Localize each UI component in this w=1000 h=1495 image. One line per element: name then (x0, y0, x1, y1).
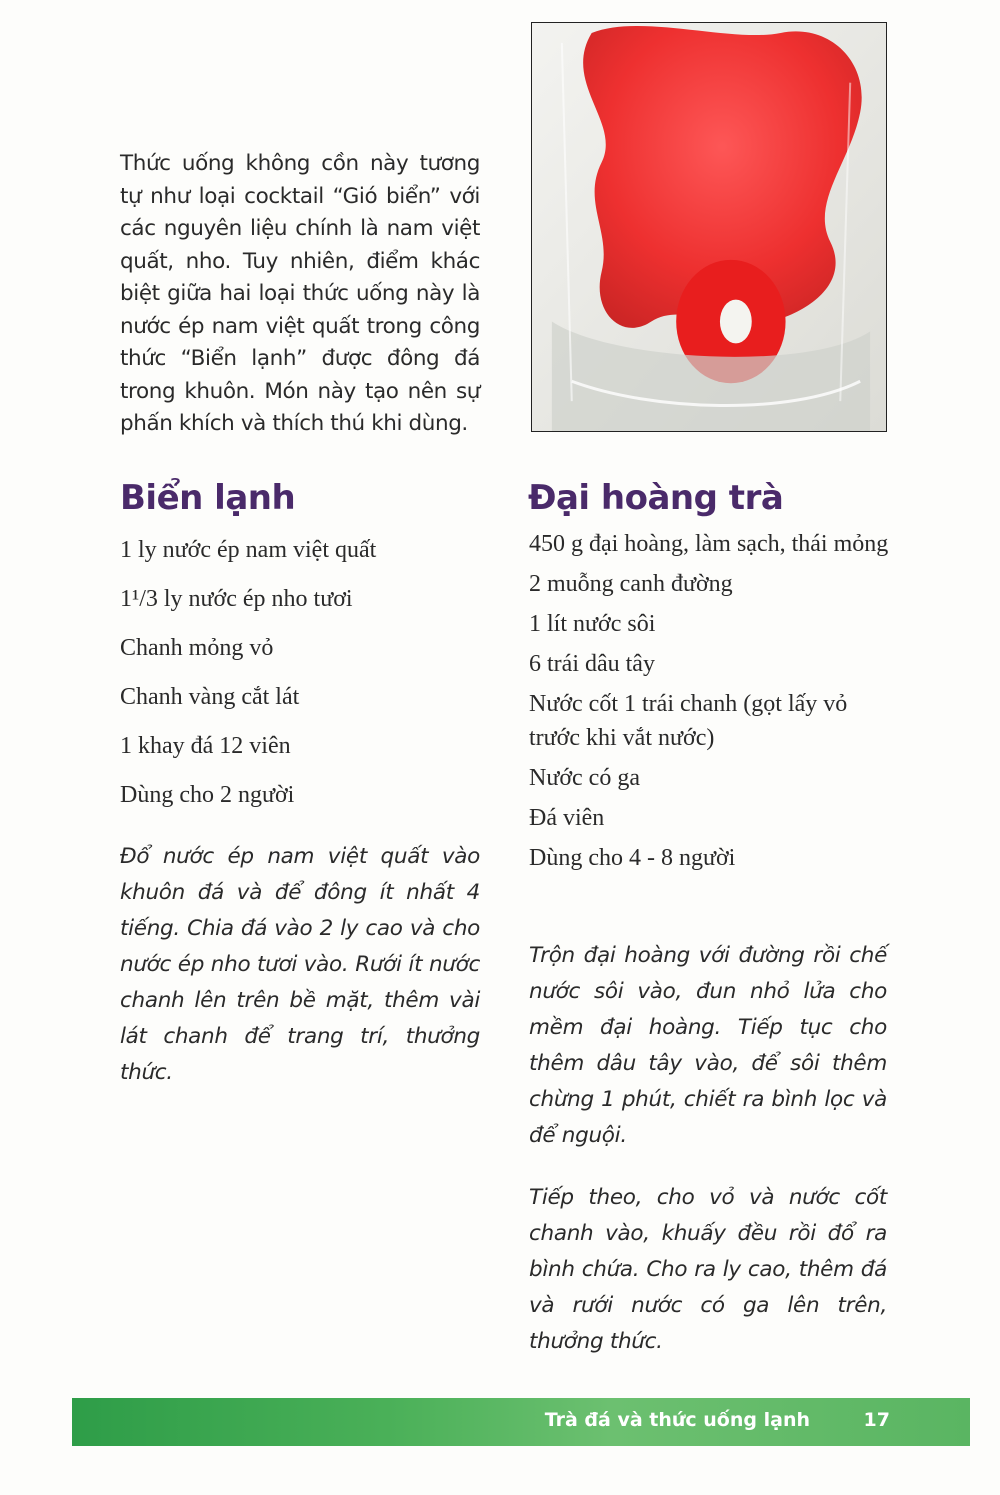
footer-bar (72, 1398, 970, 1446)
ingredient-item: 1¹/3 ly nước ép nho tươi (120, 586, 353, 612)
ingredient-item: Đá viên (529, 805, 605, 831)
ingredient-item: Chanh mỏng vỏ (120, 635, 274, 661)
ingredient-item: Dùng cho 4 - 8 người (529, 845, 736, 871)
recipe2-method-1: Trộn đại hoàng với đường rồi chế nước sôi vào, đun nhỏ lửa cho mềm đại hoàng. Tiếp tục cho thêm dâu tây vào, để sôi thêm chừng 1 phút, chiết ra bình lọc và để nguội. (529, 943, 887, 1148)
footer-section-title: Trà đá và thức uống lạnh (544, 1409, 810, 1431)
ingredient-item: 6 trái dâu tây (529, 651, 655, 677)
recipe1-title: Biển lạnh (120, 478, 296, 518)
red-ice-glass-image (532, 23, 886, 431)
recipe2-title: Đại hoàng trà (528, 478, 784, 518)
ingredient-item: 1 lít nước sôi (529, 611, 656, 637)
ingredient-item: 2 muỗng canh đường (529, 571, 733, 597)
recipe2-ingredients (529, 527, 889, 875)
recipe2-method-2: Tiếp theo, cho vỏ và nước cốt chanh vào, khuấy đều rồi đổ ra bình chứa. Cho ra ly cao, thêm đá và rưới nước có ga lên trên, thưởng thức. (529, 1185, 887, 1354)
ingredient-item: 1 ly nước ép nam việt quất (120, 537, 377, 563)
recipe1-method: Đổ nước ép nam việt quất vào khuôn đá và để đông ít nhất 4 tiếng. Chia đá vào 2 ly cao và cho nước ép nho tươi vào. Rưới ít nước chanh lên trên bề mặt, thêm vài lát chanh để trang trí, thưởng thức. (120, 844, 480, 1085)
ingredient-item: Nước cốt 1 trái chanh (gọt lấy vỏ trước khi vắt nước) (529, 691, 848, 751)
ingredient-item: Dùng cho 2 người (120, 782, 295, 808)
recipe1-ingredients (120, 537, 376, 831)
ingredient-item: 450 g đại hoàng, làm sạch, thái mỏng (529, 531, 889, 557)
ingredient-item: Chanh vàng cắt lát (120, 684, 300, 710)
intro-paragraph: Thức uống không cồn này tương tự như loại cocktail “Gió biển” với các nguyên liệu chính là nam việt quất, nho. Tuy nhiên, điểm khác biệt giữa hai loại thức uống này là nước ép nam việt quất trong công thức “Biển lạnh” được đông đá trong khuôn. Món này tạo nên sự phấn khích và thích thú khi dùng. (120, 151, 480, 436)
drink-photo (531, 22, 887, 432)
ingredient-item: Nước có ga (529, 765, 640, 791)
page-number: 17 (863, 1409, 890, 1431)
ingredient-item: 1 khay đá 12 viên (120, 733, 291, 759)
